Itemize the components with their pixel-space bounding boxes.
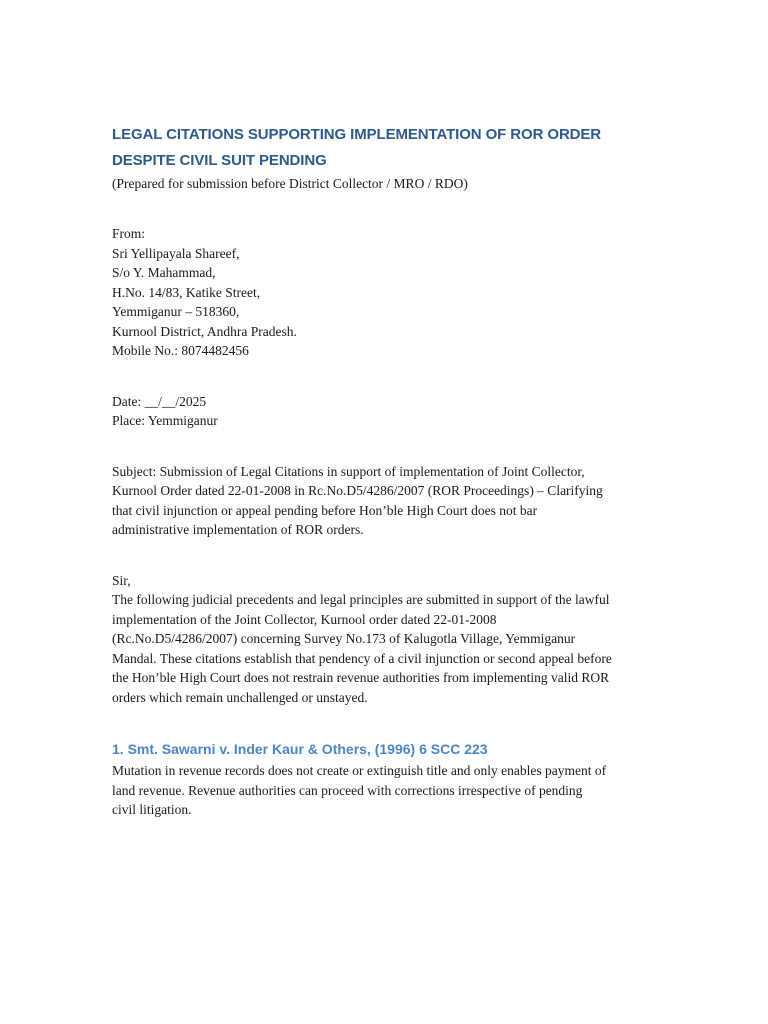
body-line-3: (Rc.No.D5/4286/2007) concerning Survey No.173 of Kalugotla Village, Yemmiganur [112, 631, 576, 646]
subject-line-4: administrative implementation of ROR orders. [112, 522, 364, 537]
document-subtitle: (Prepared for submission before District Collector / MRO / RDO) [112, 176, 468, 191]
citation-1-text [112, 761, 660, 820]
sender-mobile: Mobile No.: 8074482456 [112, 343, 249, 358]
document-title [112, 122, 660, 174]
body-line-6: orders which remain unchallenged or unstayed. [112, 689, 368, 705]
sender-district: Kurnool District, Andhra Pradesh. [112, 323, 297, 339]
subject-line-1: Subject: Submission of Legal Citations in support of implementation of Joint Collector, [112, 463, 585, 479]
subject-line-3: that civil injunction or appeal pending before Hon’ble High Court does not bar [112, 502, 538, 518]
salutation [112, 571, 660, 591]
subject-line-2: Kurnool Order dated 22-01-2008 in Rc.No.D5/4286/2007 (ROR Proceedings) – Clarifying [112, 483, 603, 498]
body-paragraph [112, 590, 660, 707]
title-line-2: DESPITE CIVIL SUIT PENDING [112, 152, 327, 169]
sender-name: Sri Yellipayala Shareef, [112, 245, 240, 261]
citation-1-line-2: land revenue. Revenue authorities can proceed with corrections irrespective of pending [112, 782, 583, 798]
citation-1 [112, 739, 660, 820]
body-line-4: Mandal. These citations establish that pendency of a civil injunction or second appeal before [112, 650, 612, 666]
sender-house: H.No. 14/83, Katike Street, [112, 284, 261, 300]
sender-parent: S/o Y. Mahammad, [112, 265, 216, 280]
title-line-1: LEGAL CITATIONS SUPPORTING IMPLEMENTATION OF ROR ORDER [112, 126, 602, 143]
body-line-2: implementation of the Joint Collector, Kurnool order dated 22-01-2008 [112, 611, 497, 627]
body-line-5: the Hon’ble High Court does not restrain revenue authorities from implementing valid ROR [112, 670, 610, 685]
date-place-block [112, 392, 660, 431]
citation-1-heading: 1. Smt. Sawarni v. Inder Kaur & Others, (1996) 6 SCC 223 [112, 741, 488, 757]
place-line: Place: Yemmiganur [112, 413, 218, 428]
document-page [112, 122, 660, 820]
citation-1-line-3: civil litigation. [112, 802, 192, 817]
from-label: From: [112, 226, 146, 241]
from-address-block [112, 224, 660, 361]
salutation-text: Sir, [112, 572, 131, 588]
date-line: Date: __/__/2025 [112, 393, 207, 409]
body-line-1: The following judicial precedents and legal principles are submitted in support of the lawful [112, 592, 610, 607]
subject-block [112, 462, 660, 540]
citation-1-line-1: Mutation in revenue records does not create or extinguish title and only enables payment of [112, 763, 607, 778]
sender-town: Yemmiganur – 518360, [112, 304, 240, 319]
